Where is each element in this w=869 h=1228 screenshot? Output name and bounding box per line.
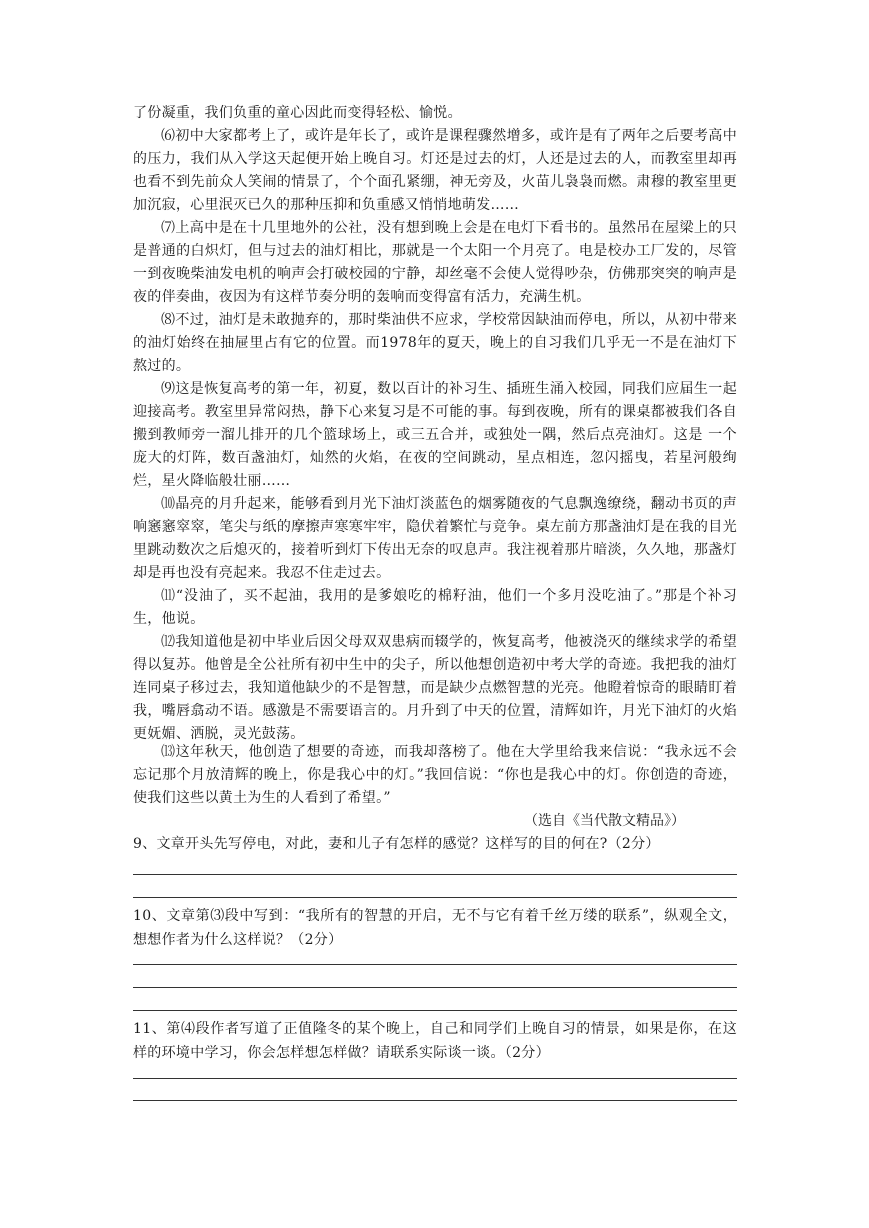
answer-line[interactable] bbox=[133, 1010, 737, 1011]
answer-line[interactable] bbox=[133, 874, 737, 875]
paragraph-10: ⑽晶亮的月升起来，能够看到月光下油灯淡蓝色的烟雾随夜的气息飘逸缭绕，翻动书页的声响窸窸窣窣，笔尖与纸的摩擦声寒寒牢牢，隐伏着繁忙与竞争。桌左前方那盏油灯是在我的目光里跳动数次之后熄灭的，接着听到灯下传出无奈的叹息声。我注视着那片暗淡，久久地，那盏灯却是再也没有亮起来。我忍不住走过去。 bbox=[133, 496, 737, 582]
paragraph-8: ⑻不过，油灯是未敢抛弃的，那时柴油供不应求，学校常因缺油而停电，所以，从初中带来的油灯始终在抽屉里占有它的位置。而1978年的夏天，晚上的自习我们几乎无一不是在油灯下熬过的。 bbox=[133, 312, 737, 375]
paragraph-12: ⑿我知道他是初中毕业后因父母双双患病而辍学的，恢复高考，他被浇灭的继续求学的希望得以复苏。他曾是全公社所有初中生中的尖子，所以他想创造初中考大学的奇迹。我把我的油灯连同桌子移过去，我知道他缺少的不是智慧，而是缺少点燃智慧的光亮。他瞪着惊奇的眼睛盯着我，嘴唇翕动不语。感激是不需要语言的。月升到了中天的位置，清辉如许，月光下油灯的火焰更妩媚、洒脱，灵光鼓荡。 bbox=[133, 634, 737, 743]
paragraph-5-ending: 了份凝重，我们负重的童心因此而变得轻松、愉悦。 bbox=[133, 105, 462, 121]
answer-line[interactable] bbox=[133, 1100, 737, 1101]
paragraph-7: ⑺上高中是在十几里地外的公社，没有想到晚上会是在电灯下看书的。虽然吊在屋梁上的只是普通的白炽灯，但与过去的油灯相比，那就是一个太阳一个月亮了。电是校办工厂发的，尽管一到夜晚柴油发电机的响声会打破校园的宁静，却丝毫不会使人觉得吵杂，仿佛那突突的响声是夜的伴奏曲，夜因为有这样节奏分明的轰响而变得富有活力，充满生机。 bbox=[133, 220, 737, 306]
paragraph-6: ⑹初中大家都考上了，或许是年长了，或许是课程骤然增多，或许是有了两年之后要考高中的压力，我们从入学这天起便开始上晚自习。灯还是过去的灯，人还是过去的人，而教室里却再也看不到先前众人笑闹的情景了，个个面孔紧绷，神无旁及，火苗儿袅袅而燃。肃穆的教室里更加沉寂，心里泯灭已久的那种压抑和负重感又悄悄地萌发…… bbox=[133, 128, 737, 214]
paragraph-9: ⑼这是恢复高考的第一年，初夏，数以百计的补习生、插班生涌入校园，同我们应届生一起迎接高考。教室里异常闷热，静下心来复习是不可能的事。每到夜晚，所有的课桌都被我们各自搬到教师旁一溜儿排开的几个篮球场上，或三五合并，或独处一隅，然后点亮油灯。这是 一个庞大的灯阵，数百盏油灯，灿然的火焰，在夜的空间跳动，星点相连，忽闪摇曳，若星河般绚烂，星火降临般壮丽…… bbox=[133, 381, 737, 490]
paragraph-11: ⑾“没油了，买不起油，我用的是爹娘吃的棉籽油，他们一个多月没吃油了。”那是个补习生，他说。 bbox=[133, 588, 737, 628]
question-10: 10、文章第⑶段中写到：“我所有的智慧的开启，无不与它有着千丝万缕的联系”，纵观全文，想想作者为什么这样说？（2分） bbox=[133, 908, 737, 948]
answer-line[interactable] bbox=[133, 987, 737, 988]
question-11: 11、第⑷段作者写道了正值隆冬的某个晚上，自己和同学们上晚自习的情景，如果是你，在这样的环境中学习，你会怎样想怎样做？请联系实际谈一谈。（2分） bbox=[133, 1021, 737, 1061]
answer-line[interactable] bbox=[133, 897, 737, 898]
answer-line[interactable] bbox=[133, 1078, 737, 1079]
paragraph-13: ⒀这年秋天，他创造了想要的奇迹，而我却落榜了。他在大学里给我来信说：“我永远不会忘记那个月放清辉的晚上，你是我心中的灯。”我回信说：“你也是我心中的灯。你创造的奇迹，使我们这些以黄土为生的人看到了希望。” bbox=[133, 744, 737, 807]
answer-line[interactable] bbox=[133, 964, 737, 965]
question-9: 9、文章开头先写停电，对此，妻和儿子有怎样的感觉？这样写的目的何在?（2分） bbox=[133, 836, 660, 852]
source-citation: （选自《当代散文精品》） bbox=[524, 813, 685, 829]
